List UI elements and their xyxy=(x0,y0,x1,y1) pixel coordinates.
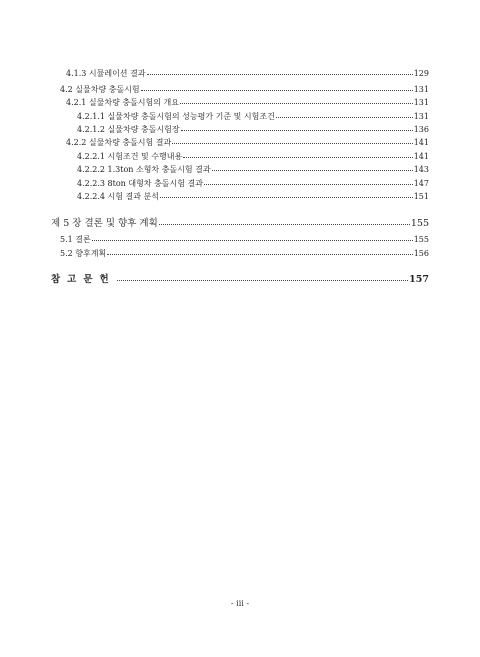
toc-entry-4-2-2-4 xyxy=(77,192,429,202)
toc-entry-label: 4.2.2 실물차량 충돌시험 결과 xyxy=(66,138,172,147)
toc-entry-page: 156 xyxy=(413,249,429,258)
toc-entry-4-2-2-1 xyxy=(77,152,429,162)
toc-entry-label: 4.2.2.4 시험 결과 분석 xyxy=(77,192,159,201)
toc-leader-dots xyxy=(160,196,413,198)
toc-entry-label: 4.2.1.2 실물차량 충돌시험장 xyxy=(77,125,180,134)
toc-entry-page: 155 xyxy=(410,218,429,229)
toc-entry-page: 131 xyxy=(413,112,429,121)
toc-leader-dots xyxy=(172,142,412,144)
toc-entry-page: 155 xyxy=(413,235,429,244)
toc-entry-label: 참고문헌 xyxy=(51,274,116,285)
toc-leader-dots xyxy=(181,129,413,131)
toc-leader-dots xyxy=(147,73,413,75)
toc-entry-chapter-5 xyxy=(51,218,429,230)
toc-entry-label: 4.2.2.2 1.3ton 소형차 충돌시험 결과 xyxy=(77,165,211,174)
page-number: - iii - xyxy=(230,599,250,608)
toc-entry-page: 131 xyxy=(413,85,429,94)
toc-entry-label: 4.2 실물차량 충돌시험 xyxy=(60,85,140,94)
toc-leader-dots xyxy=(180,102,413,104)
toc-leader-dots xyxy=(276,116,413,118)
toc-entry-4-2-2 xyxy=(66,138,429,148)
toc-entry-label: 제 5 장 결론 및 향후 계획 xyxy=(51,218,158,229)
toc-entry-page: 141 xyxy=(413,138,429,147)
toc-entry-5-2 xyxy=(60,249,429,259)
toc-entry-references xyxy=(51,274,429,286)
toc-entry-page: 151 xyxy=(413,192,429,201)
toc-entry-4-2-2-3 xyxy=(77,179,429,189)
toc-leader-dots xyxy=(92,239,413,241)
toc-entry-label: 4.2.1.1 실물차량 충돌시험의 성능평가 기준 및 시험조건 xyxy=(77,112,275,121)
toc-leader-dots xyxy=(117,279,408,281)
toc-entry-4-2-1 xyxy=(66,98,429,108)
toc-entry-page: 129 xyxy=(413,69,429,78)
toc-entry-label: 5.2 향후계획 xyxy=(60,249,107,258)
toc-entry-label: 4.2.1 실물차량 충돌시험의 개요 xyxy=(66,98,179,107)
toc-leader-dots xyxy=(183,156,413,158)
toc-entry-page: 141 xyxy=(413,152,429,161)
toc-leader-dots xyxy=(204,183,413,185)
toc-entry-label: 4.2.2.1 시험조건 및 수행내용 xyxy=(77,152,183,161)
toc-entry-page: 157 xyxy=(409,274,429,285)
toc-leader-dots xyxy=(159,223,410,225)
toc-entry-4-2 xyxy=(60,85,429,95)
toc-entry-4-2-2-2 xyxy=(77,165,429,175)
toc-leader-dots xyxy=(141,89,413,91)
toc-entry-page: 147 xyxy=(413,179,429,188)
toc-entry-4-1-3 xyxy=(66,69,429,79)
toc-entry-5-1 xyxy=(60,235,429,245)
toc-entry-page: 131 xyxy=(413,98,429,107)
toc-entry-label: 5.1 결론 xyxy=(60,235,91,244)
toc-leader-dots xyxy=(212,169,413,171)
toc-entry-page: 136 xyxy=(413,125,429,134)
toc-entry-4-2-1-2 xyxy=(77,125,429,135)
toc-entry-4-2-1-1 xyxy=(77,112,429,122)
toc-entry-label: 4.2.2.3 8ton 대형차 충돌시험 결과 xyxy=(77,179,203,188)
toc-entry-page: 143 xyxy=(413,165,429,174)
toc-entry-label: 4.1.3 시뮬레이션 결과 xyxy=(66,69,146,78)
toc-leader-dots xyxy=(107,253,413,255)
